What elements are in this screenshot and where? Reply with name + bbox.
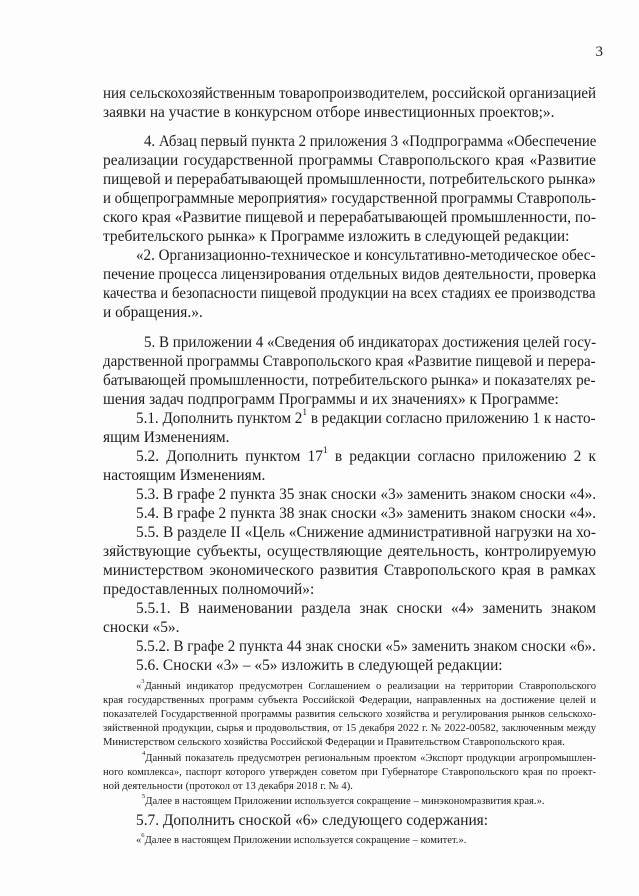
text-line: 5. В приложении 4 «Сведения об индикаторах достижения целей госу- (144, 334, 597, 351)
footnote-line: «$^6$Далее в настоящем Приложении используется сокращение – комитет.». (136, 832, 467, 846)
text-line: 5.1. Дополнить пунктом $2^1$ в редакции согласно приложению 1 к насто- (136, 407, 596, 427)
text-line: министерством экономического развития Ставропольского края в рамках (103, 562, 596, 579)
text-line: батывающей промышленности, потребительского рынка» и показателях ре- (103, 372, 596, 389)
text-line: 5.7. Дополнить сноской «6» следующего содержания: (136, 812, 489, 829)
text-line: 5.5. В разделе II «Цель «Снижение административной нагрузки на хо- (136, 524, 596, 541)
text-line: сноски «5». (103, 619, 180, 636)
text-line: 5.3. В графе 2 пункта 35 знак сноски «3» заменить знаком сноски «4». (136, 486, 597, 503)
footnote-line: $^5$Далее в настоящем Приложении используется сокращение – минэкономразвития края.». (142, 793, 545, 807)
text-line: реализации государственной программы Ставропольского края «Развитие (103, 152, 596, 169)
text-line: зяйствующие субъекты, осуществляющие деятельность, контролируемую (103, 543, 596, 560)
text-line: шения задач подпрограмм Программы и их значениях» к Программе: (103, 391, 559, 408)
footnote-line: края государственных программ субъекта Российской Федерации, направленных на достижение целей и (103, 695, 596, 706)
footnote-line: $^4$Данный показатель предусмотрен региональным проектом «Экспорт продукции агропромышлен- (142, 750, 596, 764)
text-line: 4. Абзац первый пункта 2 приложения 3 «Подпрограмма «Обеспечение (144, 133, 597, 150)
text-line: дарственной программы Ставропольского края «Развитие пищевой и перера- (103, 353, 596, 370)
text-line: 5.6. Сноски «3» – «5» изложить в следующей редакции: (136, 657, 503, 674)
text-line: требительского рынка» к Программе изложить в следующей редакции: (103, 228, 570, 245)
text-line: 5.2. Дополнить пунктом $17^1$ в редакции согласно приложению 2 к (136, 445, 596, 465)
text-line: ского края «Развитие пищевой и перерабатывающей промышленности, по- (103, 209, 596, 226)
text-line: качества и безопасности пищевой продукции на всех стадиях ее производства (103, 285, 596, 302)
text-line: 5.4. В графе 2 пункта 38 знак сноски «3» заменить знаком сноски «4». (136, 505, 597, 522)
footnote-line: ного комплекса», паспорт которого утвержден советом при Губернаторе Ставропольского края по проект- (103, 767, 596, 778)
text-line: заявки на участие в конкурсном отборе инвестиционных проектов;». (103, 104, 555, 121)
footnote-line: «$^3$Данный индикатор предусмотрен Соглашением о реализации на территории Ставропольского (136, 678, 596, 692)
text-line: предоставленных полномочий»: (103, 581, 315, 598)
page-number: 3 (595, 44, 603, 60)
text-line: «2. Организационно-техническое и консультативно-методическое обес- (136, 247, 596, 264)
footnote-line: Министерством сельского хозяйства Российской Федерации и Правительством Ставропольского края. (103, 737, 565, 748)
text-line: пищевой и перерабатывающей промышленности, потребительского рынка» (103, 171, 596, 188)
text-line: печение процесса лицензирования отдельных видов деятельности, проверка (103, 266, 597, 283)
footnote-line: показателей Государственной программы развития сельского хозяйства и регулирования рынков сельскохо- (103, 709, 596, 720)
text-line: и общепрограммные мероприятия» государственной программы Ставрополь- (103, 190, 597, 207)
text-line: и обращения.». (103, 304, 203, 321)
text-line: 5.5.1. В наименовании раздела знак сноски «4» заменить знаком (136, 600, 596, 617)
text-line: настоящим Изменениям. (103, 467, 266, 484)
text-line: ния сельскохозяйственным товаропроизводителем, российской организацией (103, 85, 597, 102)
text-line: 5.5.2. В графе 2 пункта 44 знак сноски «5» заменить знаком сноски «6». (136, 638, 596, 655)
footnote-line: зяйственной продукции, сырья и продовольствия, от 15 декабря 2022 г. № 2022-00582, заключенным между (103, 723, 596, 734)
text-line: ящим Изменениям. (103, 429, 230, 446)
footnote-line: ной деятельности (протокол от 13 декабря 2018 г. № 4). (103, 781, 353, 792)
